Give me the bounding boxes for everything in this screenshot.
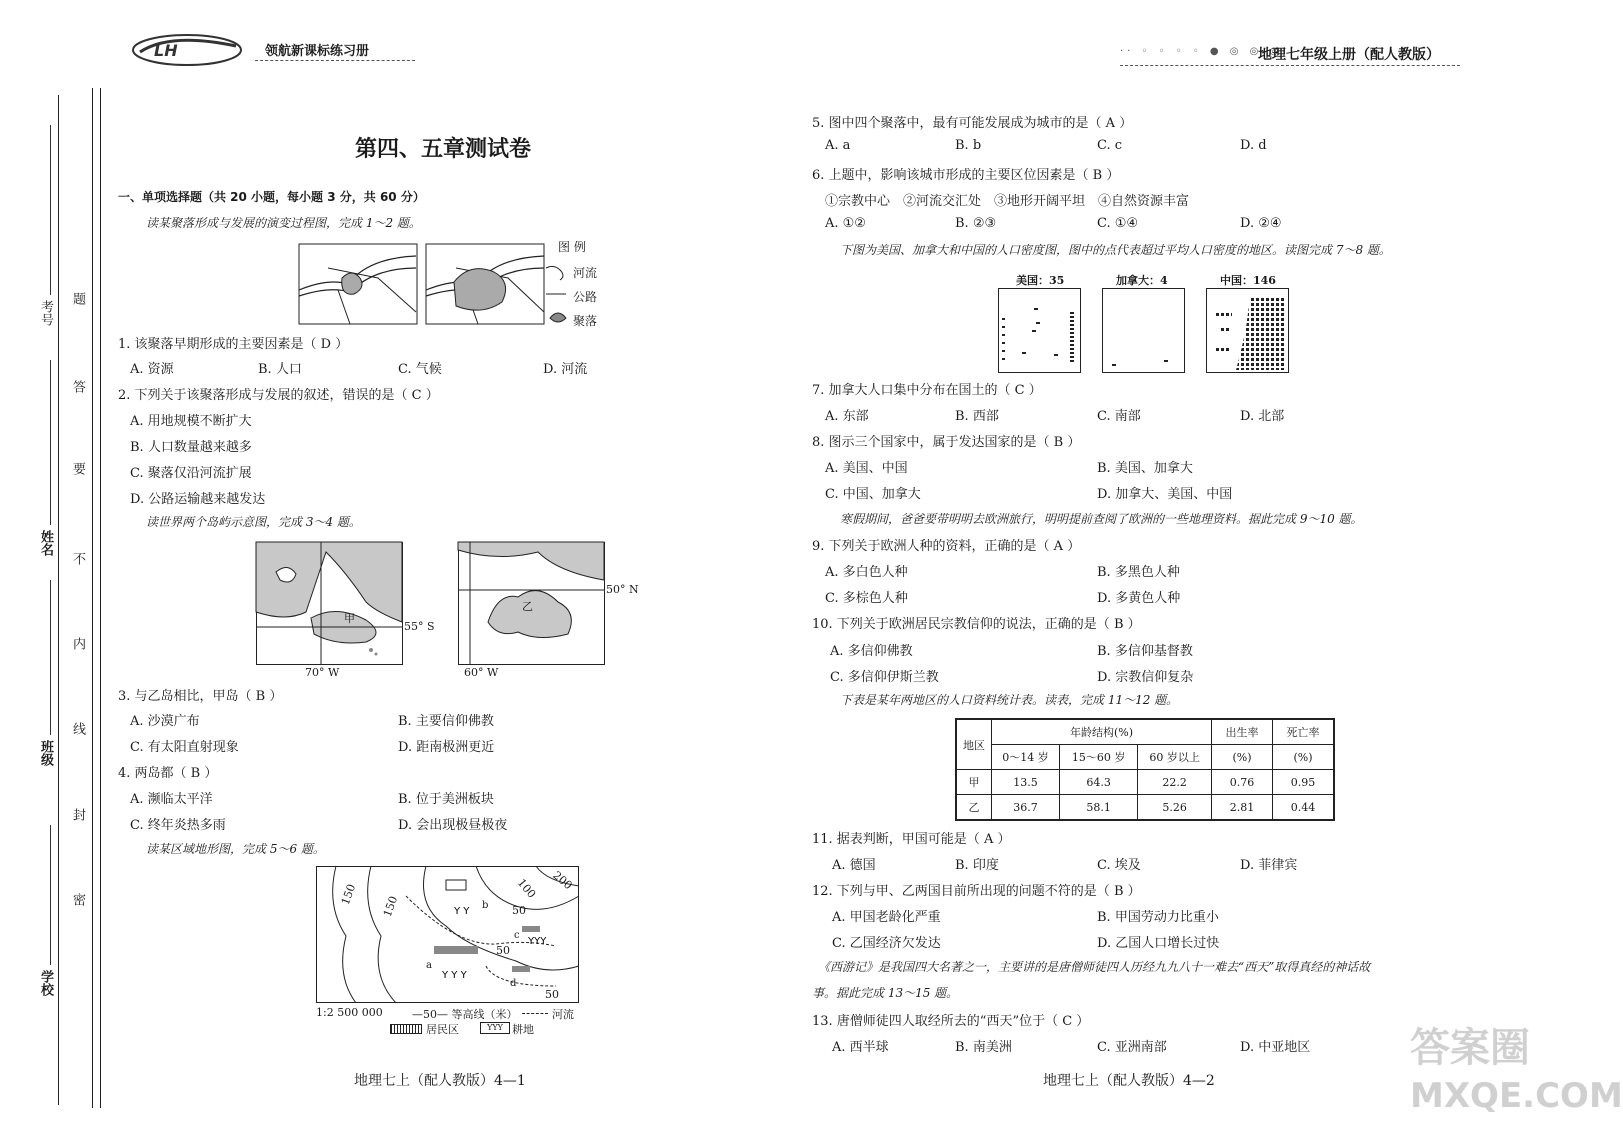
cell: 0.76 [1212,770,1273,795]
cell-region: 乙 [956,795,992,821]
settlement-label-c: c [514,930,520,941]
legend-farm-label: 耕地 [512,1023,534,1036]
q4-option-a: A. 濒临太平洋 [130,792,213,807]
q3-option-b: B. 主要信仰佛教 [398,714,494,729]
density-map-cn [1206,288,1290,374]
logo-graphic [130,28,245,68]
q11-option-c: C. 埃及 [1097,858,1141,873]
legend-contour: —50— 等高线（米） [412,1008,518,1021]
q8-option-a: A. 美国、中国 [825,461,908,476]
q9-stem: 9. 下列关于欧洲人种的资料，正确的是（ A ） [812,539,1081,554]
intro-q11-12: 下表是某年两地区的人口资料统计表。读表，完成 11～12 题。 [840,693,1179,707]
q7-stem: 7. 加拿大人口集中分布在国土的（ C ） [812,383,1042,398]
q13-option-d: D. 中亚地区 [1240,1040,1311,1055]
contour-50b: 50 [496,944,510,957]
q2-option-b: B. 人口数量越来越多 [130,440,252,455]
contour-50a: 50 [512,904,526,917]
q1-option-d: D. 河流 [543,362,588,377]
th-age-0-14: 0～14 岁 [992,745,1060,770]
header-left-title: 领航新课标练习册 [265,44,370,59]
th-birth-unit: (%) [1212,745,1273,770]
q7-option-c: C. 南部 [1097,409,1141,424]
q11-option-b: B. 印度 [955,858,999,873]
cell: 36.7 [992,795,1060,821]
density-map-us [998,288,1082,374]
contour-150b: 150 [380,894,401,919]
q1-option-c: C. 气候 [398,362,442,377]
seal-char: 要 [70,462,85,475]
settlement-label-b: b [482,900,489,911]
intro-q9-10: 寒假期间，爸爸要带明明去欧洲旅行，明明提前查阅了欧洲的一些地理资料。据此完成 9～10 题。 [840,512,1363,526]
q13-stem: 13. 唐僧师徒四人取经所去的“西天”位于（ C ） [812,1014,1090,1029]
seal-char: 答 [70,380,85,393]
cell: 0.95 [1273,770,1335,795]
island-lat-55s: 55° S [404,620,435,633]
header-dots: ·· ◦ ◦ ◦ ◦ ● ◎ ◎ ◎ [1120,46,1283,57]
q3-option-c: C. 有太阳直射现象 [130,740,239,755]
th-death-unit: (%) [1273,745,1335,770]
logo [130,28,245,68]
contour-150a: 150 [338,882,359,907]
density-label-us: 美国：35 [1016,274,1065,287]
th-birth: 出生率 [1212,719,1273,745]
q12-option-a: A. 甲国老龄化严重 [832,910,941,925]
legend-farm-swatch: YYY [480,1022,510,1034]
island-label-yi: 乙 [522,600,533,613]
q8-option-b: B. 美国、加拿大 [1097,461,1193,476]
q10-option-d: D. 宗教信仰复杂 [1097,670,1194,685]
seal-char: 封 [70,808,85,821]
label-name: 姓名 [38,530,53,556]
q10-option-b: B. 多信仰基督教 [1097,644,1193,659]
q6-option-d: D. ②④ [1240,216,1282,231]
q1-option-b: B. 人口 [258,362,302,377]
q2-option-d: D. 公路运输越来越发达 [130,492,266,507]
contour-100: 100 [514,876,539,901]
q2-option-c: C. 聚落仅沿河流扩展 [130,466,252,481]
legend-resid-label: 居民区 [426,1023,459,1036]
legend-settlement: 聚落 [573,314,598,328]
margin-line-3 [100,88,101,1108]
cell: 13.5 [992,770,1060,795]
intro-q5-6: 读某区域地形图，完成 5～6 题。 [146,842,325,856]
cell: 64.3 [1060,770,1138,795]
q9-option-b: B. 多黑色人种 [1097,565,1180,580]
intro-q3-4: 读世界两个岛屿示意图，完成 3～4 题。 [146,515,361,529]
map-scale: 1:2 500 000 [316,1006,383,1019]
svg-text:YYY: YYY [528,936,547,947]
legend-title: 图 例 [558,240,586,254]
page-title: 第四、五章测试卷 [355,136,532,162]
q3-option-a: A. 沙漠广布 [130,714,200,729]
header-rule-left [255,60,415,61]
q3-option-d: D. 距南极洲更近 [398,740,495,755]
q7-option-a: A. 东部 [825,409,869,424]
q10-stem: 10. 下列关于欧洲居民宗教信仰的说法，正确的是（ B ） [812,617,1141,632]
cell: 5.26 [1138,795,1212,821]
blank-class [50,580,51,735]
blank-name [50,360,51,525]
q10-option-c: C. 多信仰伊斯兰教 [830,670,939,685]
contour-50c: 50 [545,988,559,1001]
legend-river: 河流 [573,266,598,280]
q4-option-c: C. 终年炎热多雨 [130,818,226,833]
q13-option-a: A. 西半球 [832,1040,889,1055]
q12-stem: 12. 下列与甲、乙两国目前所出现的问题不符的是（ B ） [812,884,1141,899]
legend-road: 公路 [573,290,598,304]
q9-option-c: C. 多棕色人种 [825,591,908,606]
q10-option-a: A. 多信仰佛教 [830,644,913,659]
q2-option-a: A. 用地规模不断扩大 [130,414,252,429]
q3-stem: 3. 与乙岛相比，甲岛（ B ） [118,689,283,704]
intro-q13-15-line1: 《西游记》是我国四大名著之一，主要讲的是唐僧师徒四人历经九九八十一难去“西天”取得真经的神话故 [818,960,1371,974]
density-label-ca: 加拿大：4 [1116,274,1168,287]
th-age-60plus: 60 岁以上 [1138,745,1212,770]
section-heading: 一、单项选择题（共 20 小题，每小题 3 分，共 60 分） [118,190,425,204]
seal-char: 线 [70,722,85,735]
q11-option-a: A. 德国 [832,858,876,873]
q11-option-d: D. 菲律宾 [1240,858,1298,873]
q9-option-a: A. 多白色人种 [825,565,908,580]
q5-stem: 5. 图中四个聚落中，最有可能发展成为城市的是（ A ） [812,116,1133,131]
legend-river-label: 河流 [552,1008,574,1021]
label-class: 班级 [38,740,53,766]
contour-200: 200 [550,868,575,893]
q11-stem: 11. 据表判断，甲国可能是（ A ） [812,832,1011,847]
density-map-ca [1102,288,1186,374]
seal-char: 题 [70,292,85,305]
settlement-label-d: d [510,978,517,989]
table-row [956,770,1334,795]
q6-options-list: ①宗教中心 ②河流交汇处 ③地形开阔平坦 ④自然资源丰富 [825,194,1190,209]
q4-stem: 4. 两岛都（ B ） [118,766,218,781]
label-exam-number: 考号 [38,300,53,326]
seal-char: 内 [70,637,85,650]
watermark-url: MXQE.COM [1410,1076,1623,1116]
q6-option-c: C. ①④ [1097,216,1139,231]
th-death: 死亡率 [1273,719,1335,745]
watermark-text: 答案圈 [1410,1025,1530,1071]
q9-option-d: D. 多黄色人种 [1097,591,1181,606]
q4-option-d: D. 会出现极昼极夜 [398,818,508,833]
q8-option-c: C. 中国、加拿大 [825,487,921,502]
q6-option-a: A. ①② [825,216,866,231]
q13-option-b: B. 南美洲 [955,1040,1012,1055]
blank-school [50,825,51,965]
seal-char: 不 [70,552,85,565]
q7-option-b: B. 西部 [955,409,999,424]
intro-q13-15-line2: 事。据此完成 13～15 题。 [812,986,959,1000]
th-age: 年龄结构(%) [992,719,1212,745]
th-age-15-60: 15～60 岁 [1060,745,1138,770]
q4-option-b: B. 位于美洲板块 [398,792,494,807]
q5-option-d: D. d [1240,138,1267,153]
margin-line-2 [92,88,93,1108]
cell: 0.44 [1273,795,1335,821]
island-label-jia: 甲 [344,612,355,625]
q6-option-b: B. ②③ [955,216,997,231]
q7-option-d: D. 北部 [1240,409,1285,424]
island-map-jia [256,542,404,666]
cell: 2.81 [1212,795,1273,821]
blank-exam-number [50,125,51,295]
legend-resid-swatch [390,1024,422,1034]
table-row [956,795,1334,821]
q1-option-a: A. 资源 [130,362,174,377]
density-label-cn: 中国：146 [1220,274,1276,287]
intro-q7-8: 下图为美国、加拿大和中国的人口密度图，图中的点代表超过平均人口密度的地区。读图完成 7～8 题。 [840,243,1391,257]
q8-option-d: D. 加拿大、美国、中国 [1097,487,1233,502]
q5-option-a: A. a [825,138,851,153]
margin-line-1 [58,95,59,1105]
q6-stem: 6. 上题中，影响该城市形成的主要区位因素是（ B ） [812,168,1120,183]
left-page-footer: 地理七上（配人教版）4—1 [354,1073,526,1089]
population-table [955,718,1335,821]
intro-q1-2: 读某聚落形成与发展的演变过程图，完成 1～2 题。 [146,216,421,230]
q5-option-b: B. b [955,138,982,153]
seal-char: 密 [70,893,85,906]
cell: 58.1 [1060,795,1138,821]
island-lat-50n: 50° N [606,583,639,596]
island-lon-60w: 60° W [464,666,499,679]
q12-option-d: D. 乙国人口增长过快 [1097,936,1220,951]
island-lon-70w: 70° W [305,666,340,679]
svg-text:Y Y: Y Y [454,906,470,917]
th-region: 地区 [956,719,992,770]
q2-stem: 2. 下列关于该聚落形成与发展的叙述，错误的是（ C ） [118,388,439,403]
label-school: 学校 [38,970,53,996]
right-page-footer: 地理七上（配人教版）4—2 [1043,1073,1215,1089]
cell: 22.2 [1138,770,1212,795]
header-right-title: 地理七年级上册（配人教版） [1258,47,1440,63]
svg-text:LH: LH [154,41,178,60]
cell-region: 甲 [956,770,992,795]
q13-option-c: C. 亚洲南部 [1097,1040,1167,1055]
q5-option-c: C. c [1097,138,1123,153]
q12-option-c: C. 乙国经济欠发达 [832,936,941,951]
q1-stem: 1. 该聚落早期形成的主要因素是（ D ） [118,337,349,352]
header-rule-right [1120,65,1460,66]
legend-river-line [522,1013,548,1014]
settlement-label-a: a [426,960,432,971]
q8-stem: 8. 图示三个国家中，属于发达国家的是（ B ） [812,435,1081,450]
svg-text:Y Y Y: Y Y Y [442,970,467,981]
q12-option-b: B. 甲国劳动力比重小 [1097,910,1219,925]
